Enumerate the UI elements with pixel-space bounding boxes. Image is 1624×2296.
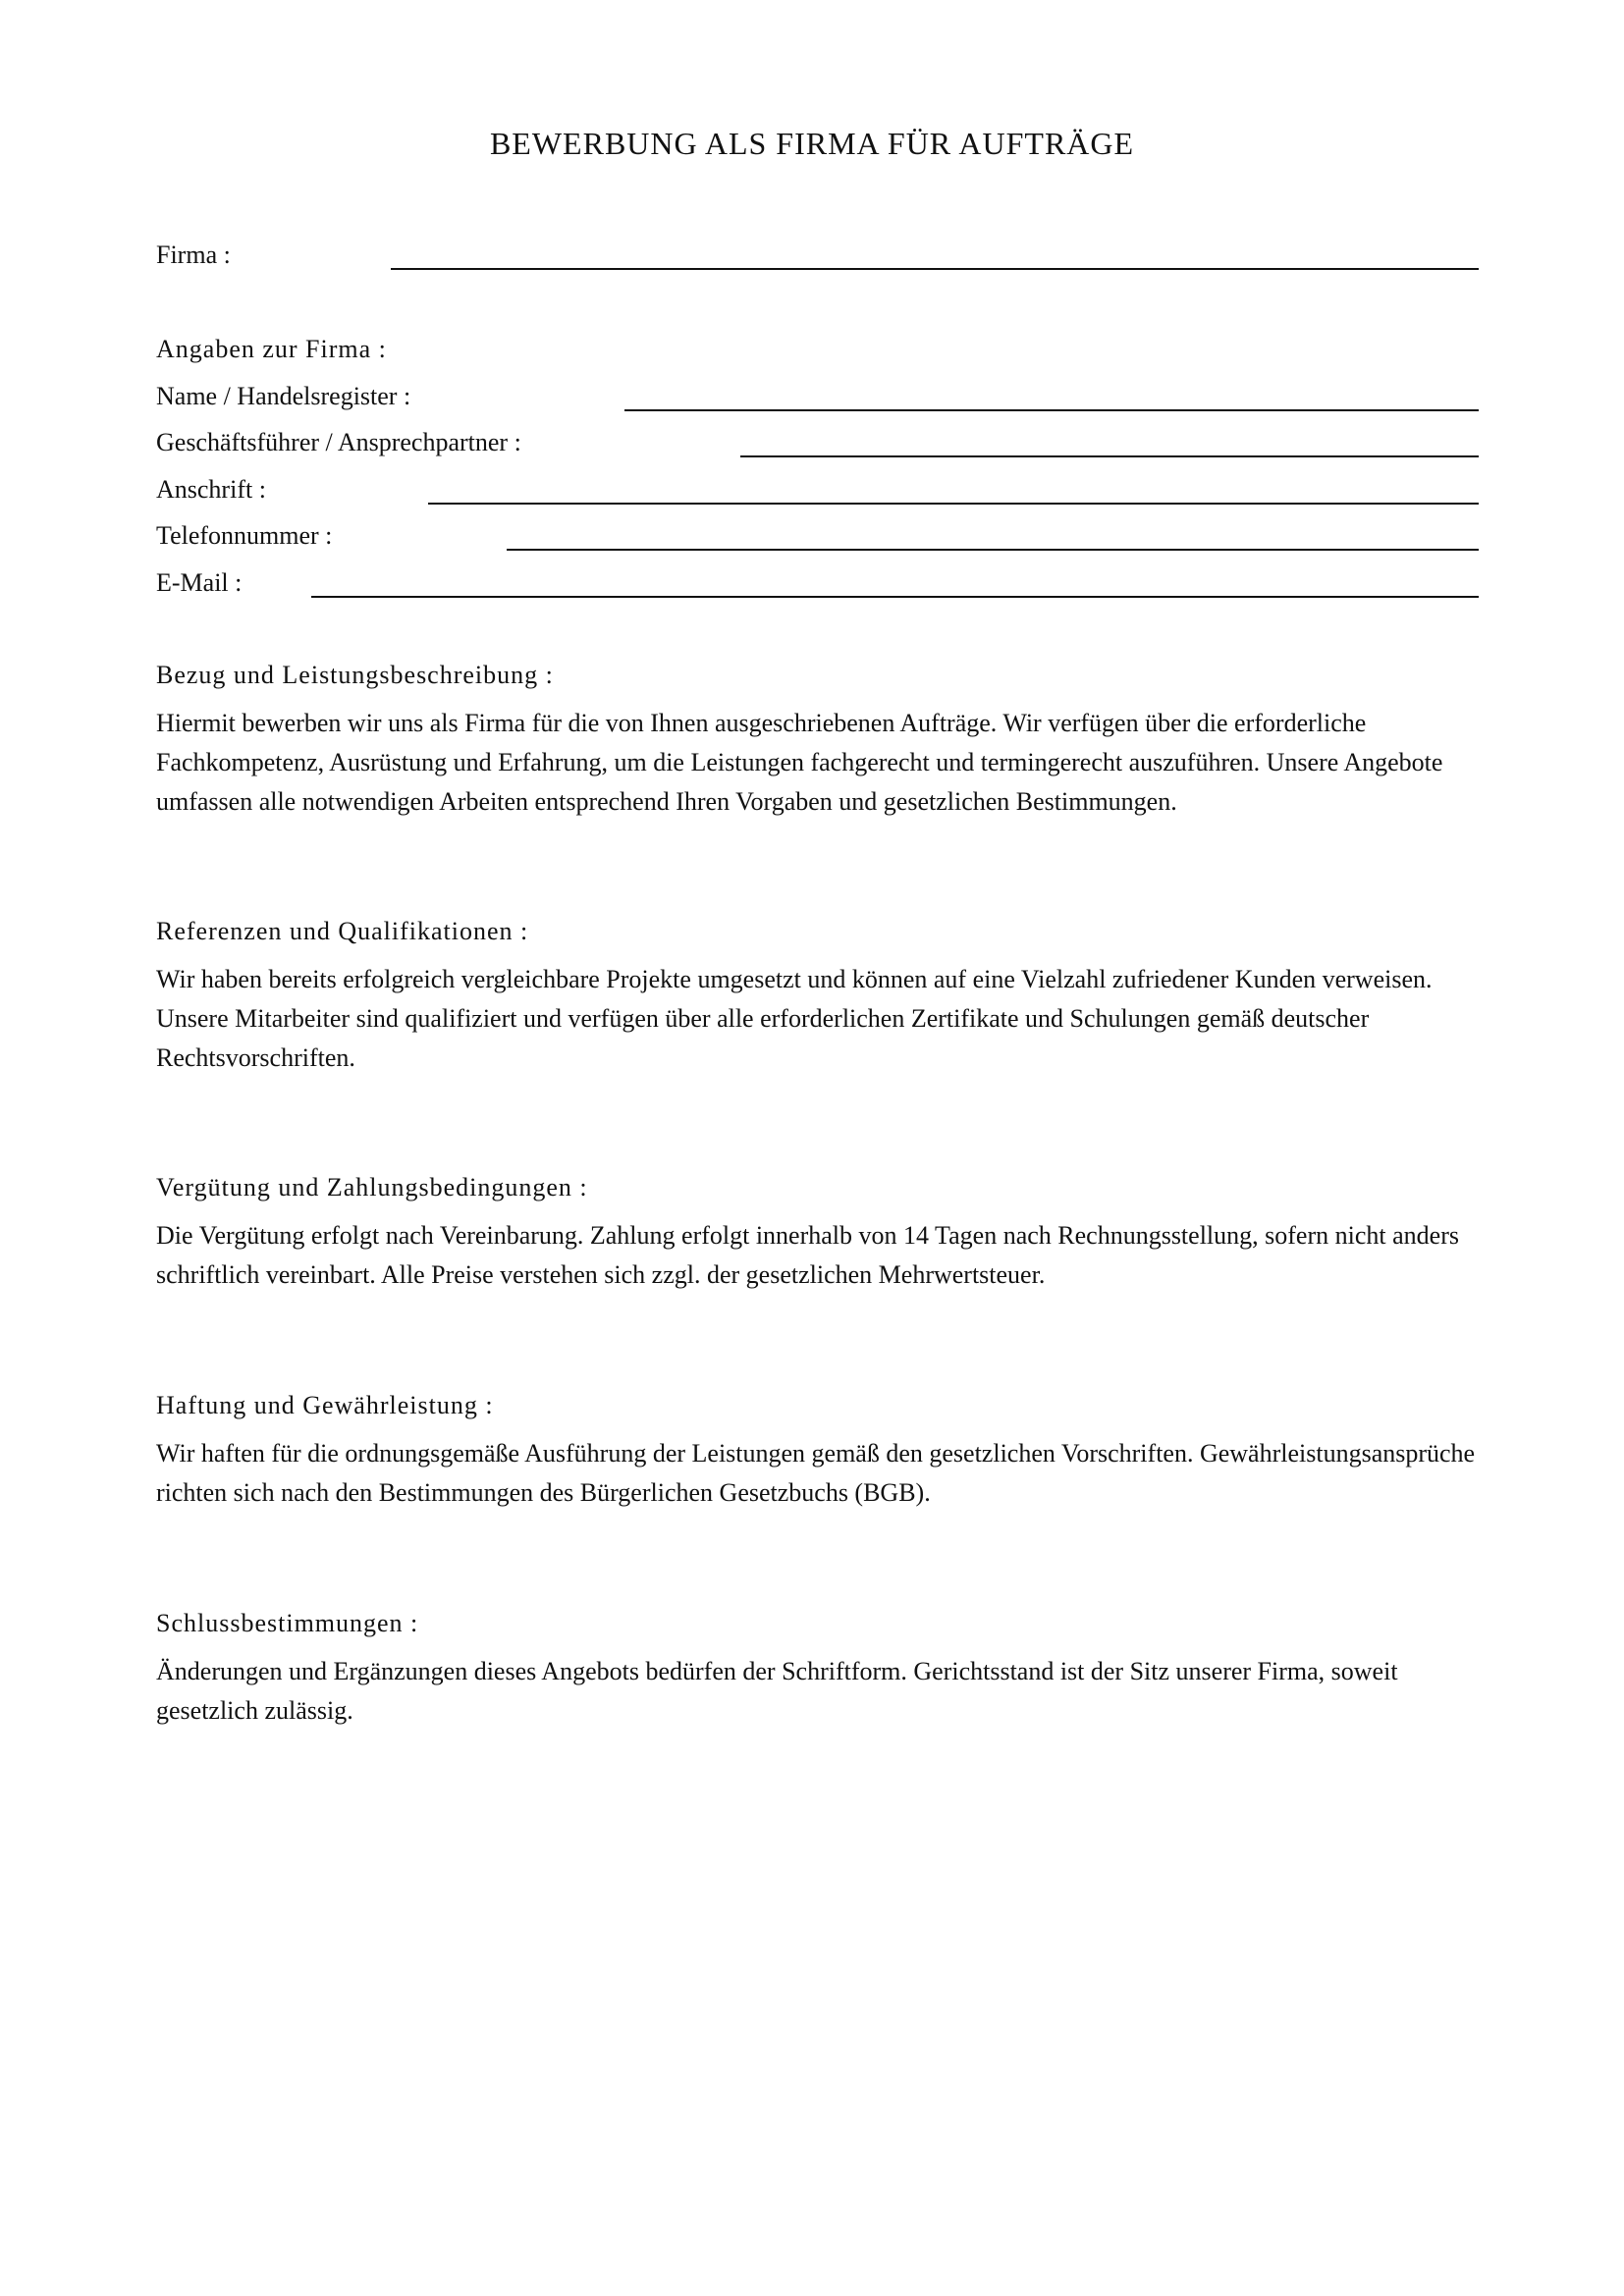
name-handelsregister-input-line[interactable] bbox=[624, 409, 1479, 411]
document-title: BEWERBUNG ALS FIRMA FÜR AUFTRÄGE bbox=[489, 126, 1135, 161]
section-heading-leistung: Bezug und Leistungsbeschreibung : bbox=[156, 661, 554, 689]
telefonnummer-input-line[interactable] bbox=[507, 549, 1479, 551]
name-handelsregister-label: Name / Handelsregister : bbox=[156, 382, 411, 410]
section-body-referenzen: Wir haben bereits erfolgreich vergleichbare Projekte umgesetzt und können auf eine Vielzahl zufriedener Kunden verweisen. Unsere Mitarbeiter sind qualifiziert und verfügen über alle erforderlichen Zertifikate und Schulungen gemäß deutscher Rechtsvorschriften. bbox=[156, 965, 1433, 1072]
section-heading-schluss: Schlussbestimmungen : bbox=[156, 1609, 419, 1637]
geschaeftsfuehrer-label: Geschäftsführer / Ansprechpartner : bbox=[156, 428, 521, 456]
email-label: E-Mail : bbox=[156, 568, 243, 597]
anschrift-field[interactable] bbox=[156, 473, 1479, 512]
name-handelsregister-field[interactable] bbox=[156, 380, 1479, 419]
firma-input-line[interactable] bbox=[391, 268, 1479, 270]
geschaeftsfuehrer-input-line[interactable] bbox=[740, 455, 1479, 457]
anschrift-label: Anschrift : bbox=[156, 475, 266, 504]
anschrift-input-line[interactable] bbox=[428, 503, 1479, 505]
section-heading-verguetung: Vergütung und Zahlungsbedingungen : bbox=[156, 1173, 588, 1201]
telefonnummer-field[interactable] bbox=[156, 519, 1479, 559]
email-field[interactable] bbox=[156, 566, 1479, 606]
firma-label: Firma : bbox=[156, 240, 231, 269]
firma-field[interactable] bbox=[156, 239, 1479, 278]
section-heading-haftung: Haftung und Gewährleistung : bbox=[156, 1391, 494, 1419]
telefonnummer-label: Telefonnummer : bbox=[156, 521, 333, 550]
geschaeftsfuehrer-field[interactable] bbox=[156, 426, 1479, 465]
section-body-leistung: Hiermit bewerben wir uns als Firma für die von Ihnen ausgeschriebenen Aufträge. Wir verfügen über die erforderliche Fachkompetenz, Ausrüstung und Erfahrung, um die Leistungen fachgerecht und termingerecht auszuführen. Unsere Angebote umfassen alle notwendigen Arbeiten entsprechend Ihren Vorgaben und gesetzlichen Bestimmungen. bbox=[156, 709, 1443, 816]
section-body-verguetung: Die Vergütung erfolgt nach Vereinbarung. Zahlung erfolgt innerhalb von 14 Tagen nach Rechnungsstellung, sofern nicht anders schriftlich vereinbart. Alle Preise verstehen sich zzgl. der gesetzlichen Mehrwertsteuer. bbox=[156, 1221, 1459, 1289]
email-input-line[interactable] bbox=[311, 596, 1479, 598]
angaben-heading: Angaben zur Firma : bbox=[156, 335, 387, 363]
section-heading-referenzen: Referenzen und Qualifikationen : bbox=[156, 917, 529, 945]
section-body-haftung: Wir haften für die ordnungsgemäße Ausführung der Leistungen gemäß den gesetzlichen Vorschriften. Gewährleistungsansprüche richten sich nach den Bestimmungen des Bürgerlichen Gesetzbuchs (BGB). bbox=[156, 1439, 1476, 1507]
section-body-schluss: Änderungen und Ergänzungen dieses Angebots bedürfen der Schriftform. Gerichtsstand ist der Sitz unserer Firma, soweit gesetzlich zulässig. bbox=[156, 1657, 1398, 1725]
